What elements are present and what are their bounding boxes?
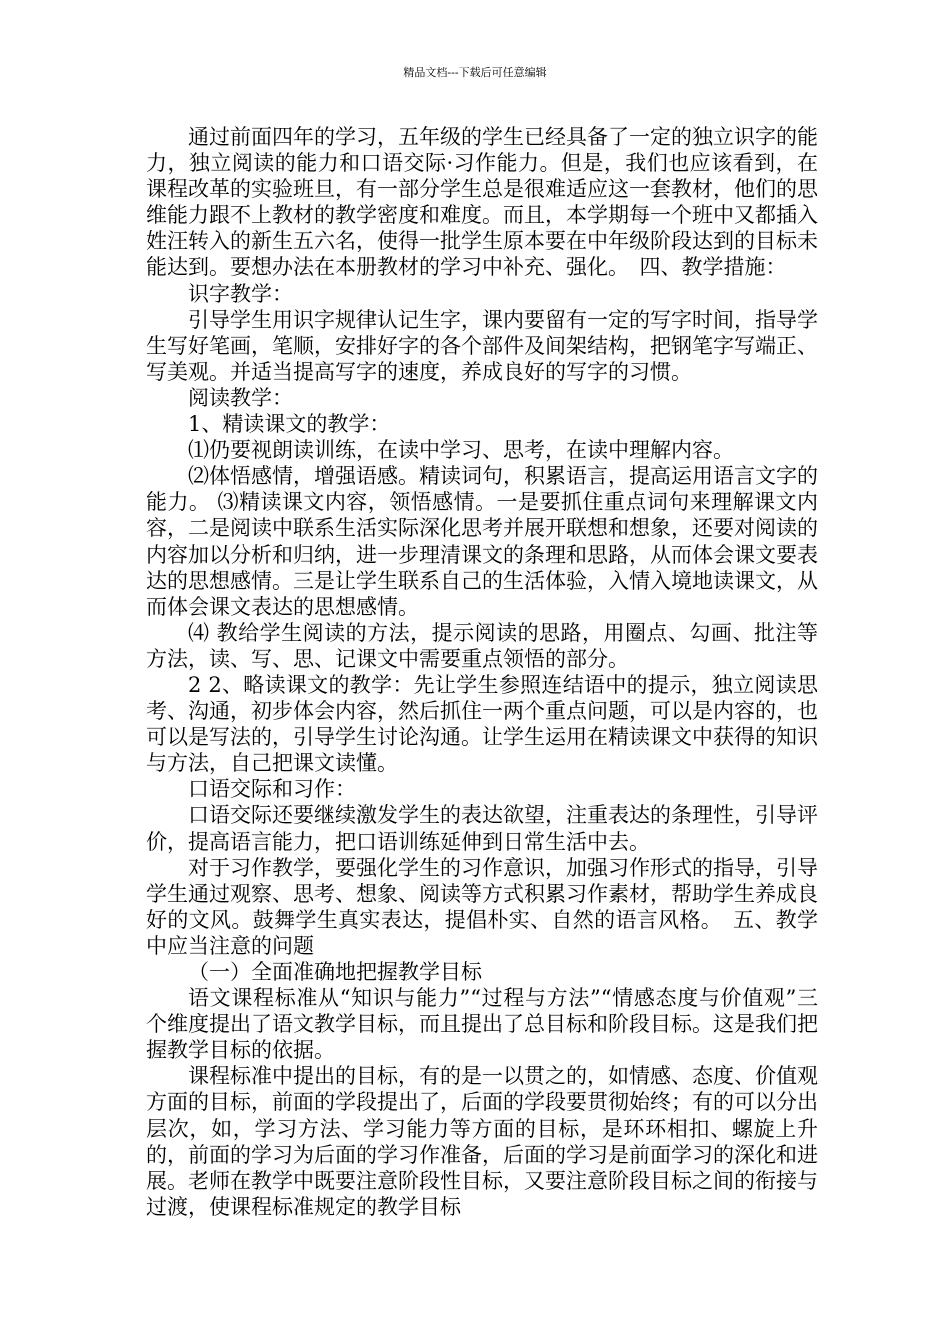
- paragraph: ⑷ 教给学生阅读的方法，提示阅读的思路，用圈点、勾画、批注等方法，读、写、思、记课文中需要重点领悟的部分。: [146, 620, 818, 671]
- paragraph: 引导学生用识字规律认记生字，课内要留有一定的写字时间，指导学生写好笔画，笔顺，安排好字的各个部件及间架结构，把钢笔字写端正、写美观。并适当提高写字的速度，养成良好的写字的习惯。: [146, 307, 818, 384]
- paragraph: 对于习作教学，要强化学生的习作意识，加强习作形式的指导，引导学生通过观察、思考、想象、阅读等方式积累习作素材，帮助学生养成良好的文风。鼓舞学生真实表达，提倡朴实、自然的语言风格。 五、教学中应当注意的问题: [146, 855, 818, 958]
- paragraph: 口语交际和习作：: [188, 777, 356, 802]
- paragraph: 通过前面四年的学习，五年级的学生已经具备了一定的独立识字的能力，独立阅读的能力和口语交际·习作能力。但是，我们也应该看到，在课程改革的实验班旦，有一部分学生总是很难适应这一套教材，他们的思维能力跟不上教材的教学密度和难度。而且，本学期每一个班中又都插入姓汪转入的新生五六名，使得一批学生原本要在中年级阶段达到的目标未能达到。要想办法在本册教材的学习中补充、强化。 四、教学措施：: [146, 125, 818, 280]
- paragraph: 1、精读课文的教学：: [188, 412, 391, 437]
- paragraph: 口语交际还要继续激发学生的表达欲望，注重表达的条理性，引导评价，提高语言能力，把口语训练延伸到日常生活中去。: [146, 803, 818, 854]
- paragraph: （一）全面准确地把握教学目标: [188, 960, 482, 984]
- page-header: 精品文档---下载后可任意编辑: [403, 66, 547, 79]
- paragraph: ⑴仍要视朗读训练，在读中学习、思考，在读中理解内容。: [188, 438, 734, 463]
- paragraph: 课程标准中提出的目标，有的是一以贯之的，如情感、态度、价值观方面的目标，前面的学段提出了，后面的学段要贯彻始终；有的可以分出层次，如，学习方法、学习能力等方面的目标，是环环相扣、螺旋上升的，前面的学习为后面的学习作准备，后面的学习是前面学习的深化和进展。老师在教学中既要注意阶段性目标，又要注意阶段目标之间的衔接与过渡，使课程标准规定的教学目标: [146, 1064, 818, 1219]
- paragraph: 阅读教学：: [188, 385, 293, 410]
- paragraph: 语文课程标准从“知识与能力”“过程与方法”“情感态度与价值观”三个维度提出了语文教学目标，而且提出了总目标和阶段目标。这是我们把握教学目标的依据。: [146, 986, 818, 1063]
- document-body: [146, 124, 818, 1220]
- paragraph: 2 2、略读课文的教学：先让学生参照连结语中的提示，独立阅读思考、沟通，初步体会内容，然后抓住一两个重点问题，可以是内容的，也可以是写法的，引导学生讨论沟通。让学生运用在精读课文中获得的知识与方法，自己把课文读懂。: [146, 672, 818, 776]
- paragraph: ⑵体悟感情，增强语感。精读词句，积累语言，提高运用语言文字的能力。 ⑶精读课文内容，领悟感情。一是要抓住重点词句来理解课文内容，二是阅读中联系生活实际深化思考并展开联想和想象，还要对阅读的内容加以分析和归纳，进一步理清课文的条理和思路，从而体会课文要表达的思想感情。三是让学生联系自己的生活体验，入情入境地读课文，从而体会课文表达的思想感情。: [146, 464, 818, 619]
- paragraph: 识字教学：: [188, 281, 293, 306]
